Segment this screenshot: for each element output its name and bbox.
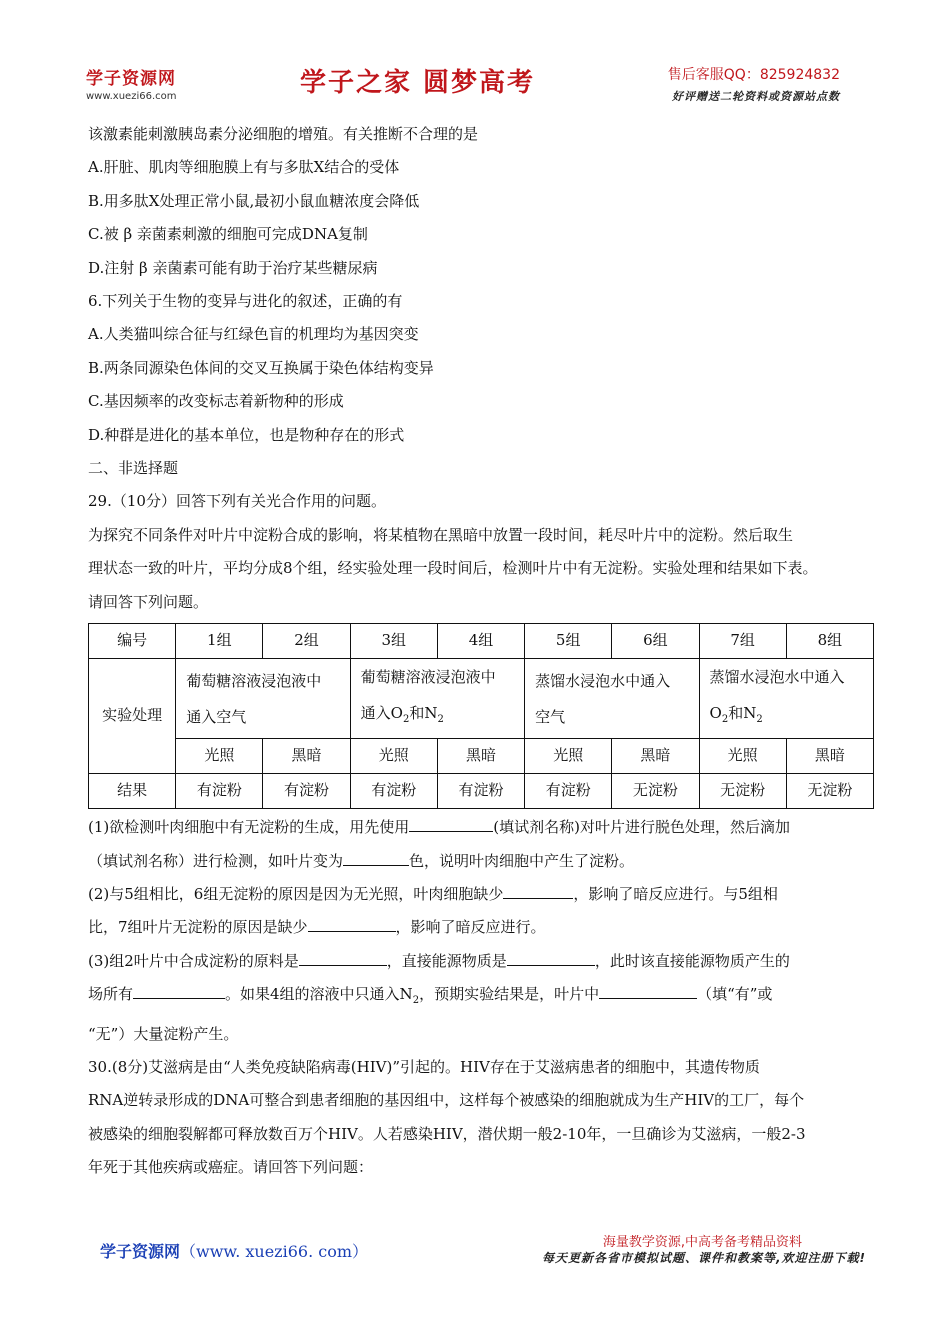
table-row xyxy=(89,774,874,809)
table-cell: 有淀粉 xyxy=(176,774,263,809)
question-29-intro: 为探究不同条件对叶片中淀粉合成的影响，将某植物在黑暗中放置一段时间，耗尽叶片中的淀粉。然后取生 xyxy=(88,525,794,544)
option-d: D.种群是进化的基本单位，也是物种存在的形式 xyxy=(88,425,405,444)
table-header-cell: 4组 xyxy=(437,624,524,659)
header-slogan: 学子之家 圆梦高考 xyxy=(300,68,536,98)
option-c: C.基因频率的改变标志着新物种的形成 xyxy=(88,392,344,411)
option-b: B.两条同源染色体间的交叉互换属于染色体结构变异 xyxy=(88,358,434,377)
table-cell: 无淀粉 xyxy=(612,774,699,809)
answer-blank[interactable] xyxy=(503,882,573,899)
question-6: 6.下列关于生物的变异与进化的叙述，正确的有 xyxy=(88,292,403,311)
sub-question-3-cont: “无”）大量淀粉产生。 xyxy=(88,1024,239,1043)
answer-blank[interactable] xyxy=(599,982,697,999)
text-line: 该激素能刺激胰岛素分泌细胞的增殖。有关推断不合理的是 xyxy=(88,125,479,143)
logo-url: www.xuezi66.com xyxy=(86,91,177,102)
answer-blank[interactable] xyxy=(308,915,396,932)
table-cell: 有淀粉 xyxy=(350,774,437,809)
question-30-text: 被感染的细胞裂解都可释放数百万个HIV。人若感染HIV，潜伏期一般2-10年，一旦确诊为艾滋病，一般2-3 xyxy=(88,1124,806,1143)
table-header-cell: 8组 xyxy=(786,624,873,659)
table-cell: 光照 xyxy=(699,739,786,774)
answer-blank[interactable] xyxy=(133,982,225,999)
sub-question-1-cont: （填试剂名称）进行检测，如叶片变为 色，说明叶肉细胞中产生了淀粉。 xyxy=(88,845,878,878)
question-30: 30.(8分)艾滋病是由“人类免疫缺陷病毒(HIV)”引起的。HIV存在于艾滋病患者的细胞中，其遗传物质 xyxy=(88,1057,760,1076)
question-30-text: 年死于其他疾病或癌症。请回答下列问题： xyxy=(88,1158,374,1177)
table-cell: 黑暗 xyxy=(786,739,873,774)
table-cell: 黑暗 xyxy=(437,739,524,774)
option-a: A.人类猫叫综合征与红绿色盲的机理均为基因突变 xyxy=(88,325,419,344)
table-cell: 有淀粉 xyxy=(437,774,524,809)
table-cell: 光照 xyxy=(350,739,437,774)
table-row xyxy=(89,739,874,774)
document-body xyxy=(88,118,878,1185)
table-header-cell: 1组 xyxy=(176,624,263,659)
table-row xyxy=(89,624,874,659)
sub-question-2-cont: 比，7组叶片无淀粉的原因是缺少 ，影响了暗反应进行。 xyxy=(88,911,878,944)
footer-ad-line: 每天更新各省市模拟试题、课件和教案等,欢迎注册下载! xyxy=(541,1251,866,1265)
sub-question-3: (3)组2叶片中合成淀粉的原料是 ，直接能源物质是 ，此时该直接能源物质产生的 xyxy=(88,945,878,978)
answer-blank[interactable] xyxy=(507,949,595,966)
table-header-cell: 编号 xyxy=(89,624,176,659)
answer-blank[interactable] xyxy=(299,949,387,966)
question-30-text: RNA逆转录形成的DNA可整合到患者细胞的基因组中，这样每个被感染的细胞就成为生产HIV的工厂，每个 xyxy=(88,1091,805,1110)
table-cell: 光照 xyxy=(525,739,612,774)
page-footer xyxy=(0,1225,950,1285)
footer-site-link[interactable]: 学子资源网（www. xuezi66. com） xyxy=(100,1242,369,1261)
table-cell: 无淀粉 xyxy=(699,774,786,809)
table-cell: 黑暗 xyxy=(612,739,699,774)
site-logo[interactable] xyxy=(86,64,177,102)
page-header xyxy=(0,0,950,110)
option-c: C.被 β 亲菌素刺激的细胞可完成DNA复制 xyxy=(88,225,368,244)
table-cell: 葡萄糖溶液浸泡液中 通入空气 xyxy=(176,659,350,739)
table-header-cell: 2组 xyxy=(263,624,350,659)
option-b: B.用多肽X处理正常小鼠,最初小鼠血糖浓度会降低 xyxy=(88,191,420,210)
table-cell: 黑暗 xyxy=(263,739,350,774)
sub-question-3-cont: 场所有 。如果4组的溶液中只通入$N_2$，预期实验结果是，叶片中 （填“有”或 xyxy=(88,978,878,1017)
table-cell: 葡萄糖溶液浸泡液中 通入$O_2$和$N_2$ xyxy=(350,659,524,739)
table-header-cell: 3组 xyxy=(350,624,437,659)
table-row-label: 结果 xyxy=(89,774,176,809)
section-heading: 二、非选择题 xyxy=(88,459,179,478)
service-tip: 好评赠送二轮资料或资源站点数 xyxy=(672,90,840,103)
table-header-cell: 7组 xyxy=(699,624,786,659)
table-cell: 有淀粉 xyxy=(263,774,350,809)
question-29-intro: 理状态一致的叶片，平均分成8个组，经实验处理一段时间后，检测叶片中有无淀粉。实验处理和结果如下表。 xyxy=(88,559,818,578)
table-header-cell: 6组 xyxy=(612,624,699,659)
option-d: D.注射 β 亲菌素可能有助于治疗某些糖尿病 xyxy=(88,258,378,277)
table-cell: 有淀粉 xyxy=(525,774,612,809)
table-cell: 蒸馏水浸泡水中通入 空气 xyxy=(525,659,699,739)
logo-name: 学子资源网 xyxy=(86,69,176,89)
sub-question-1: (1)欲检测叶肉细胞中有无淀粉的生成，用先使用 (填试剂名称)对叶片进行脱色处理，然后滴加 xyxy=(88,811,878,844)
service-qq: 售后客服QQ：825924832 xyxy=(667,67,840,83)
table-cell: 蒸馏水浸泡水中通入 $O_2$和$N_2$ xyxy=(699,659,873,739)
table-header-cell: 5组 xyxy=(525,624,612,659)
footer-ad-line: 海量教学资源,中高考备考精品资料 xyxy=(602,1235,802,1250)
experiment-table xyxy=(88,623,874,809)
answer-blank[interactable] xyxy=(409,815,493,832)
table-row-label: 实验处理 xyxy=(89,659,176,774)
table-row xyxy=(89,659,874,739)
table-cell: 光照 xyxy=(176,739,263,774)
sub-question-2: (2)与5组相比，6组无淀粉的原因是因为无光照，叶肉细胞缺少 ，影响了暗反应进行。与5组相 xyxy=(88,878,878,911)
service-info xyxy=(668,64,840,104)
answer-blank[interactable] xyxy=(343,849,409,866)
question-29-intro: 请回答下列问题。 xyxy=(88,592,209,611)
option-a: A.肝脏、肌肉等细胞膜上有与多肽X结合的受体 xyxy=(88,158,400,177)
table-cell: 无淀粉 xyxy=(786,774,873,809)
question-29: 29.（10分）回答下列有关光合作用的问题。 xyxy=(88,492,386,511)
